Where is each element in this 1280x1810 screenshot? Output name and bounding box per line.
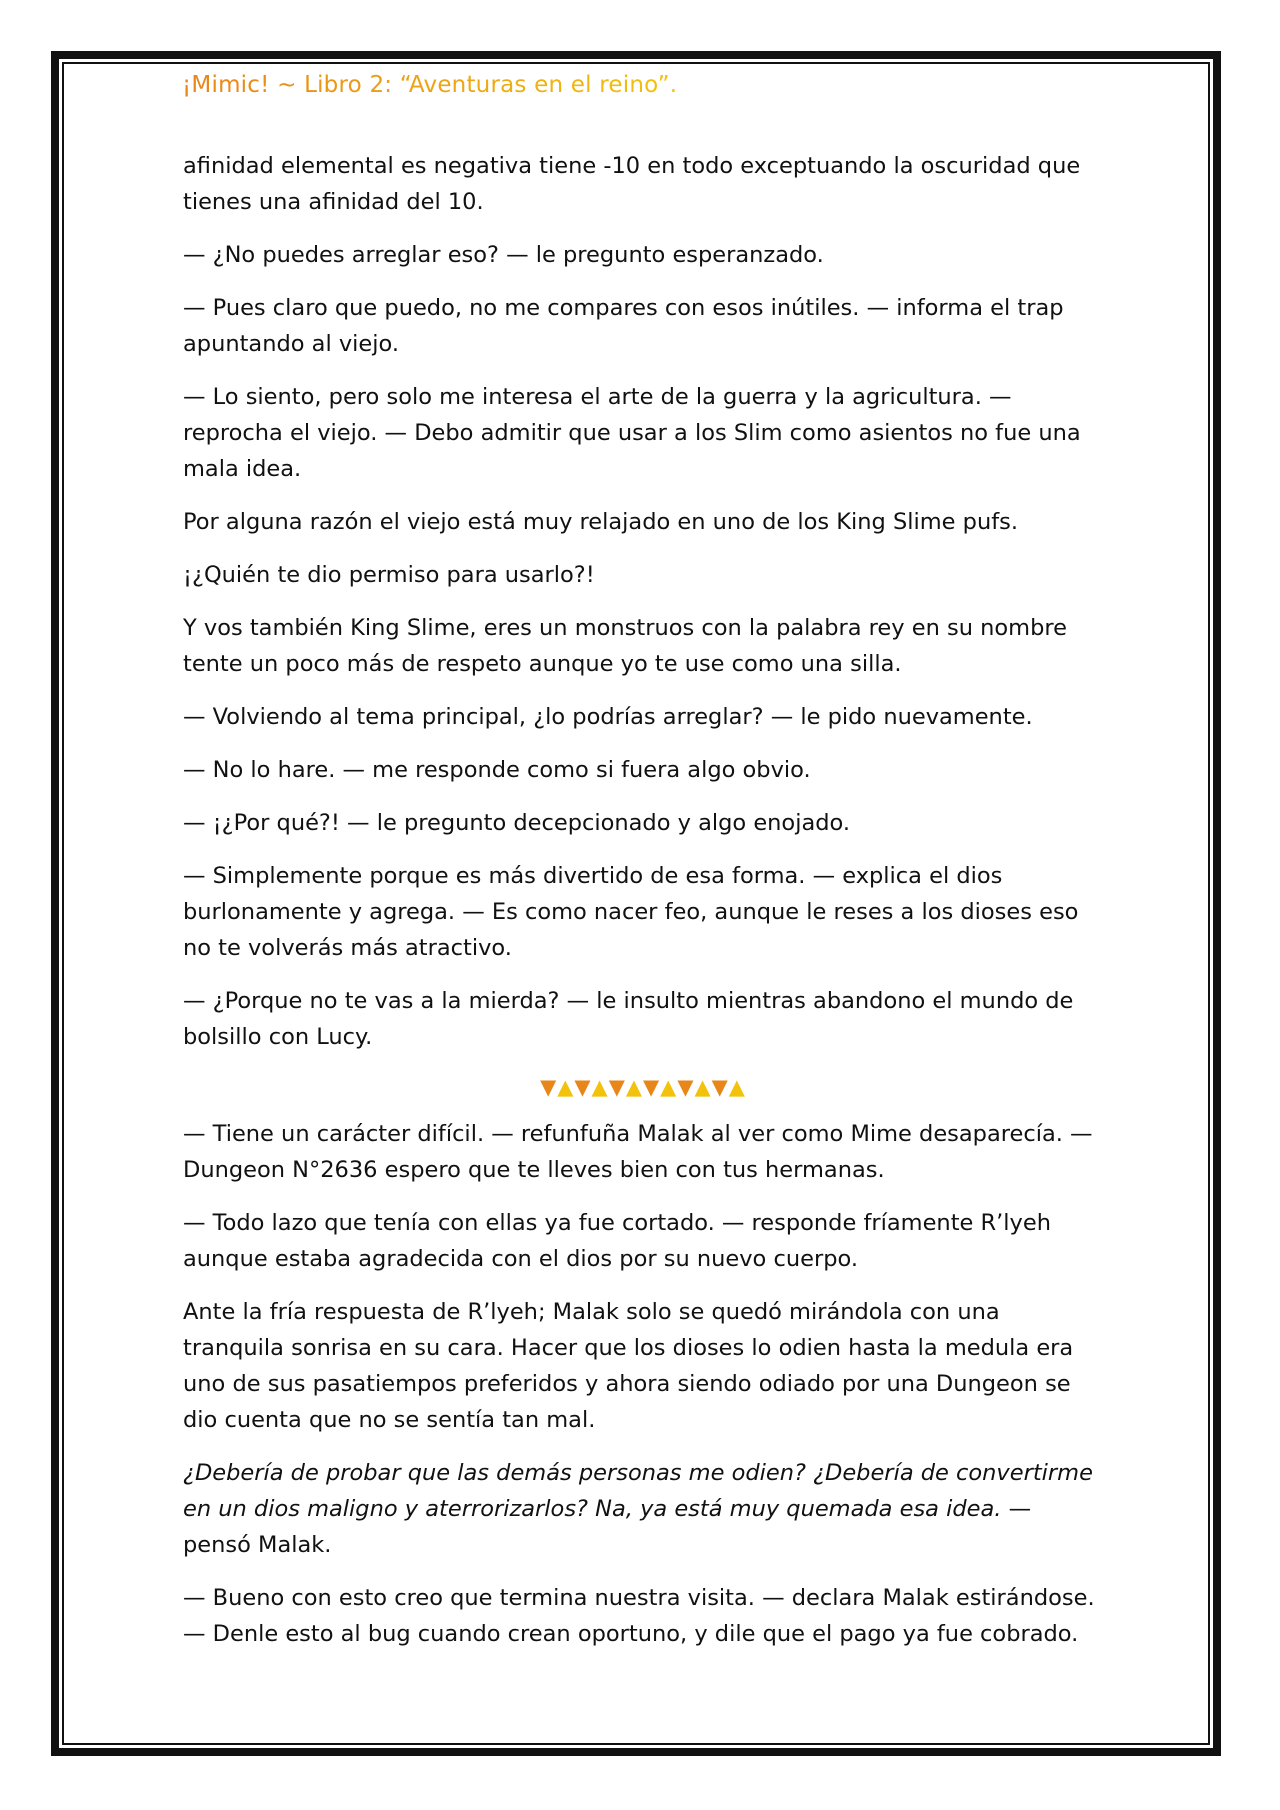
scene-separator — [183, 1072, 1103, 1102]
paragraph: Y vos también King Slime, eres un monstruos con la palabra rey en su nombre tente un poco más de respeto aunque yo te use como una silla. — [183, 615, 1067, 677]
thought-paragraph — [183, 1455, 1103, 1563]
thought-text: ¿Debería de probar que las demás personas me odien? ¿Debería de convertirme en un dios maligno y aterrorizarlos? Na, ya está muy quemada esa idea. — [183, 1460, 1093, 1522]
header-title-char: r — [599, 72, 609, 98]
triangle-up-icon: ▲ — [625, 1075, 643, 1099]
header-title-char: 2 — [369, 72, 385, 98]
header-title-char: o — [347, 72, 362, 98]
triangle-down-icon: ▼ — [574, 1075, 592, 1099]
triangle-up-icon: ▲ — [557, 1075, 575, 1099]
triangle-up-icon: ▲ — [694, 1075, 712, 1099]
header-title-char — [392, 72, 400, 98]
page-body — [183, 148, 1103, 1669]
header-title-char: ¡ — [182, 72, 192, 98]
header-title-char: c — [247, 72, 261, 98]
header-title-char — [527, 72, 535, 98]
paragraph: — ¡¿Por qué?! — le pregunto decepcionado y algo enojado. — [183, 810, 851, 836]
paragraph: afinidad elemental es negativa tiene -10 en todo exceptuando la oscuridad que tienes una afinidad del 10. — [183, 153, 1081, 215]
header-title-char: e — [437, 72, 452, 98]
triangle-up-icon: ▲ — [660, 1075, 678, 1099]
header-title-char — [297, 72, 305, 98]
header-title-char: u — [475, 72, 491, 98]
triangle-up-icon: ▲ — [591, 1075, 609, 1099]
header-title-char: r — [490, 72, 501, 98]
header-title-char: A — [408, 72, 424, 98]
paragraph: — Todo lazo que tenía con ellas ya fue cortado. — responde fríamente R’lyeh aunque estaba agradecida con el dios por su nuevo cuerpo. — [183, 1210, 1051, 1272]
header-title-char: . — [669, 72, 678, 98]
header-title-char: s — [514, 72, 527, 98]
header-title-char: ~ — [277, 72, 297, 98]
paragraph: — Volviendo al tema principal, ¿lo podrías arreglar? — le pido nuevamente. — [183, 704, 1033, 730]
header-title-char: n — [548, 72, 564, 98]
header-title-char: ! — [260, 72, 270, 98]
header-title-char: “ — [399, 72, 409, 98]
paragraph: — Tiene un carácter difícil. — refunfuña Malak al ver como Mime desaparecía. — Dungeon N°2636 espero que te lleves bien con tus hermanas. — [183, 1121, 1093, 1183]
header-title-char: e — [608, 72, 623, 98]
header-title-char: i — [240, 72, 248, 98]
header-title-char: ” — [657, 72, 670, 98]
thought-attribution: — pensó Malak. — [183, 1496, 1032, 1558]
header-title-char: t — [466, 72, 476, 98]
header-title-char: n — [629, 72, 645, 98]
header-title-char: i — [211, 72, 219, 98]
paragraph: — ¿No puedes arreglar eso? — le pregunto esperanzado. — [183, 242, 824, 268]
header-title-char: i — [317, 72, 324, 98]
header-title-char: a — [500, 72, 515, 98]
header-title-char: M — [191, 72, 212, 98]
paragraph: — No lo hare. — me responde como si fuera algo obvio. — [183, 757, 811, 783]
paragraph: Por alguna razón el viejo está muy relajado en uno de los King Slime pufs. — [183, 509, 1019, 535]
paragraph: — Simplemente porque es más divertido de esa forma. — explica el dios burlonamente y agrega. — Es como nacer feo, aunque le reses a los dioses eso no te volverás más atractivo. — [183, 863, 1079, 961]
triangle-down-icon: ▼ — [540, 1075, 558, 1099]
header-title-char: b — [323, 72, 339, 98]
header-title-char — [270, 72, 278, 98]
paragraph: ¡¿Quién te dio permiso para usarlo?! — [183, 562, 595, 588]
header-title-char: l — [585, 72, 592, 98]
triangle-down-icon: ▼ — [608, 1075, 626, 1099]
header-title-char: n — [451, 72, 467, 98]
triangle-down-icon: ▼ — [677, 1075, 695, 1099]
header-title-char: i — [622, 72, 630, 98]
header-title-char: m — [218, 72, 241, 98]
header-title-char: : — [384, 72, 393, 98]
header-title-char: e — [570, 72, 586, 98]
header-title-char — [563, 72, 571, 98]
paragraph: — Lo siento, pero solo me interesa el arte de la guerra y la agricultura. — reprocha el viejo. — Debo admitir que usar a los Slim como asientos no fue una mala idea. — [183, 384, 1081, 482]
book-header-title — [182, 72, 677, 98]
header-title-char: L — [304, 72, 318, 98]
triangle-down-icon: ▼ — [643, 1075, 661, 1099]
header-title-char: r — [338, 72, 348, 98]
paragraph: — ¿Porque no te vas a la mierda? — le insulto mientras abandono el mundo de bolsillo con Lucy. — [183, 988, 1074, 1050]
paragraph: — Pues claro que puedo, no me compares con esos inútiles. — informa el trap apuntando al viejo. — [183, 295, 1064, 357]
header-title-char: v — [423, 72, 438, 98]
header-title-char: o — [644, 72, 658, 98]
header-title-char: e — [534, 72, 549, 98]
triangle-up-icon: ▲ — [728, 1075, 746, 1099]
triangle-down-icon: ▼ — [711, 1075, 729, 1099]
paragraph: Ante la fría respuesta de R’lyeh; Malak solo se quedó mirándola con una tranquila sonrisa en su cara. Hacer que los dioses lo odien hasta la medula era uno de sus pasatiempos preferidos y ahora siendo odiado por una Dungeon se dio cuenta que no se sentía tan mal. — [183, 1299, 1074, 1433]
paragraph: — Bueno con esto creo que termina nuestra visita. — declara Malak estirándose. — Denle esto al bug cuando crean oportuno, y dile que el pago ya fue cobrado. — [183, 1585, 1095, 1647]
